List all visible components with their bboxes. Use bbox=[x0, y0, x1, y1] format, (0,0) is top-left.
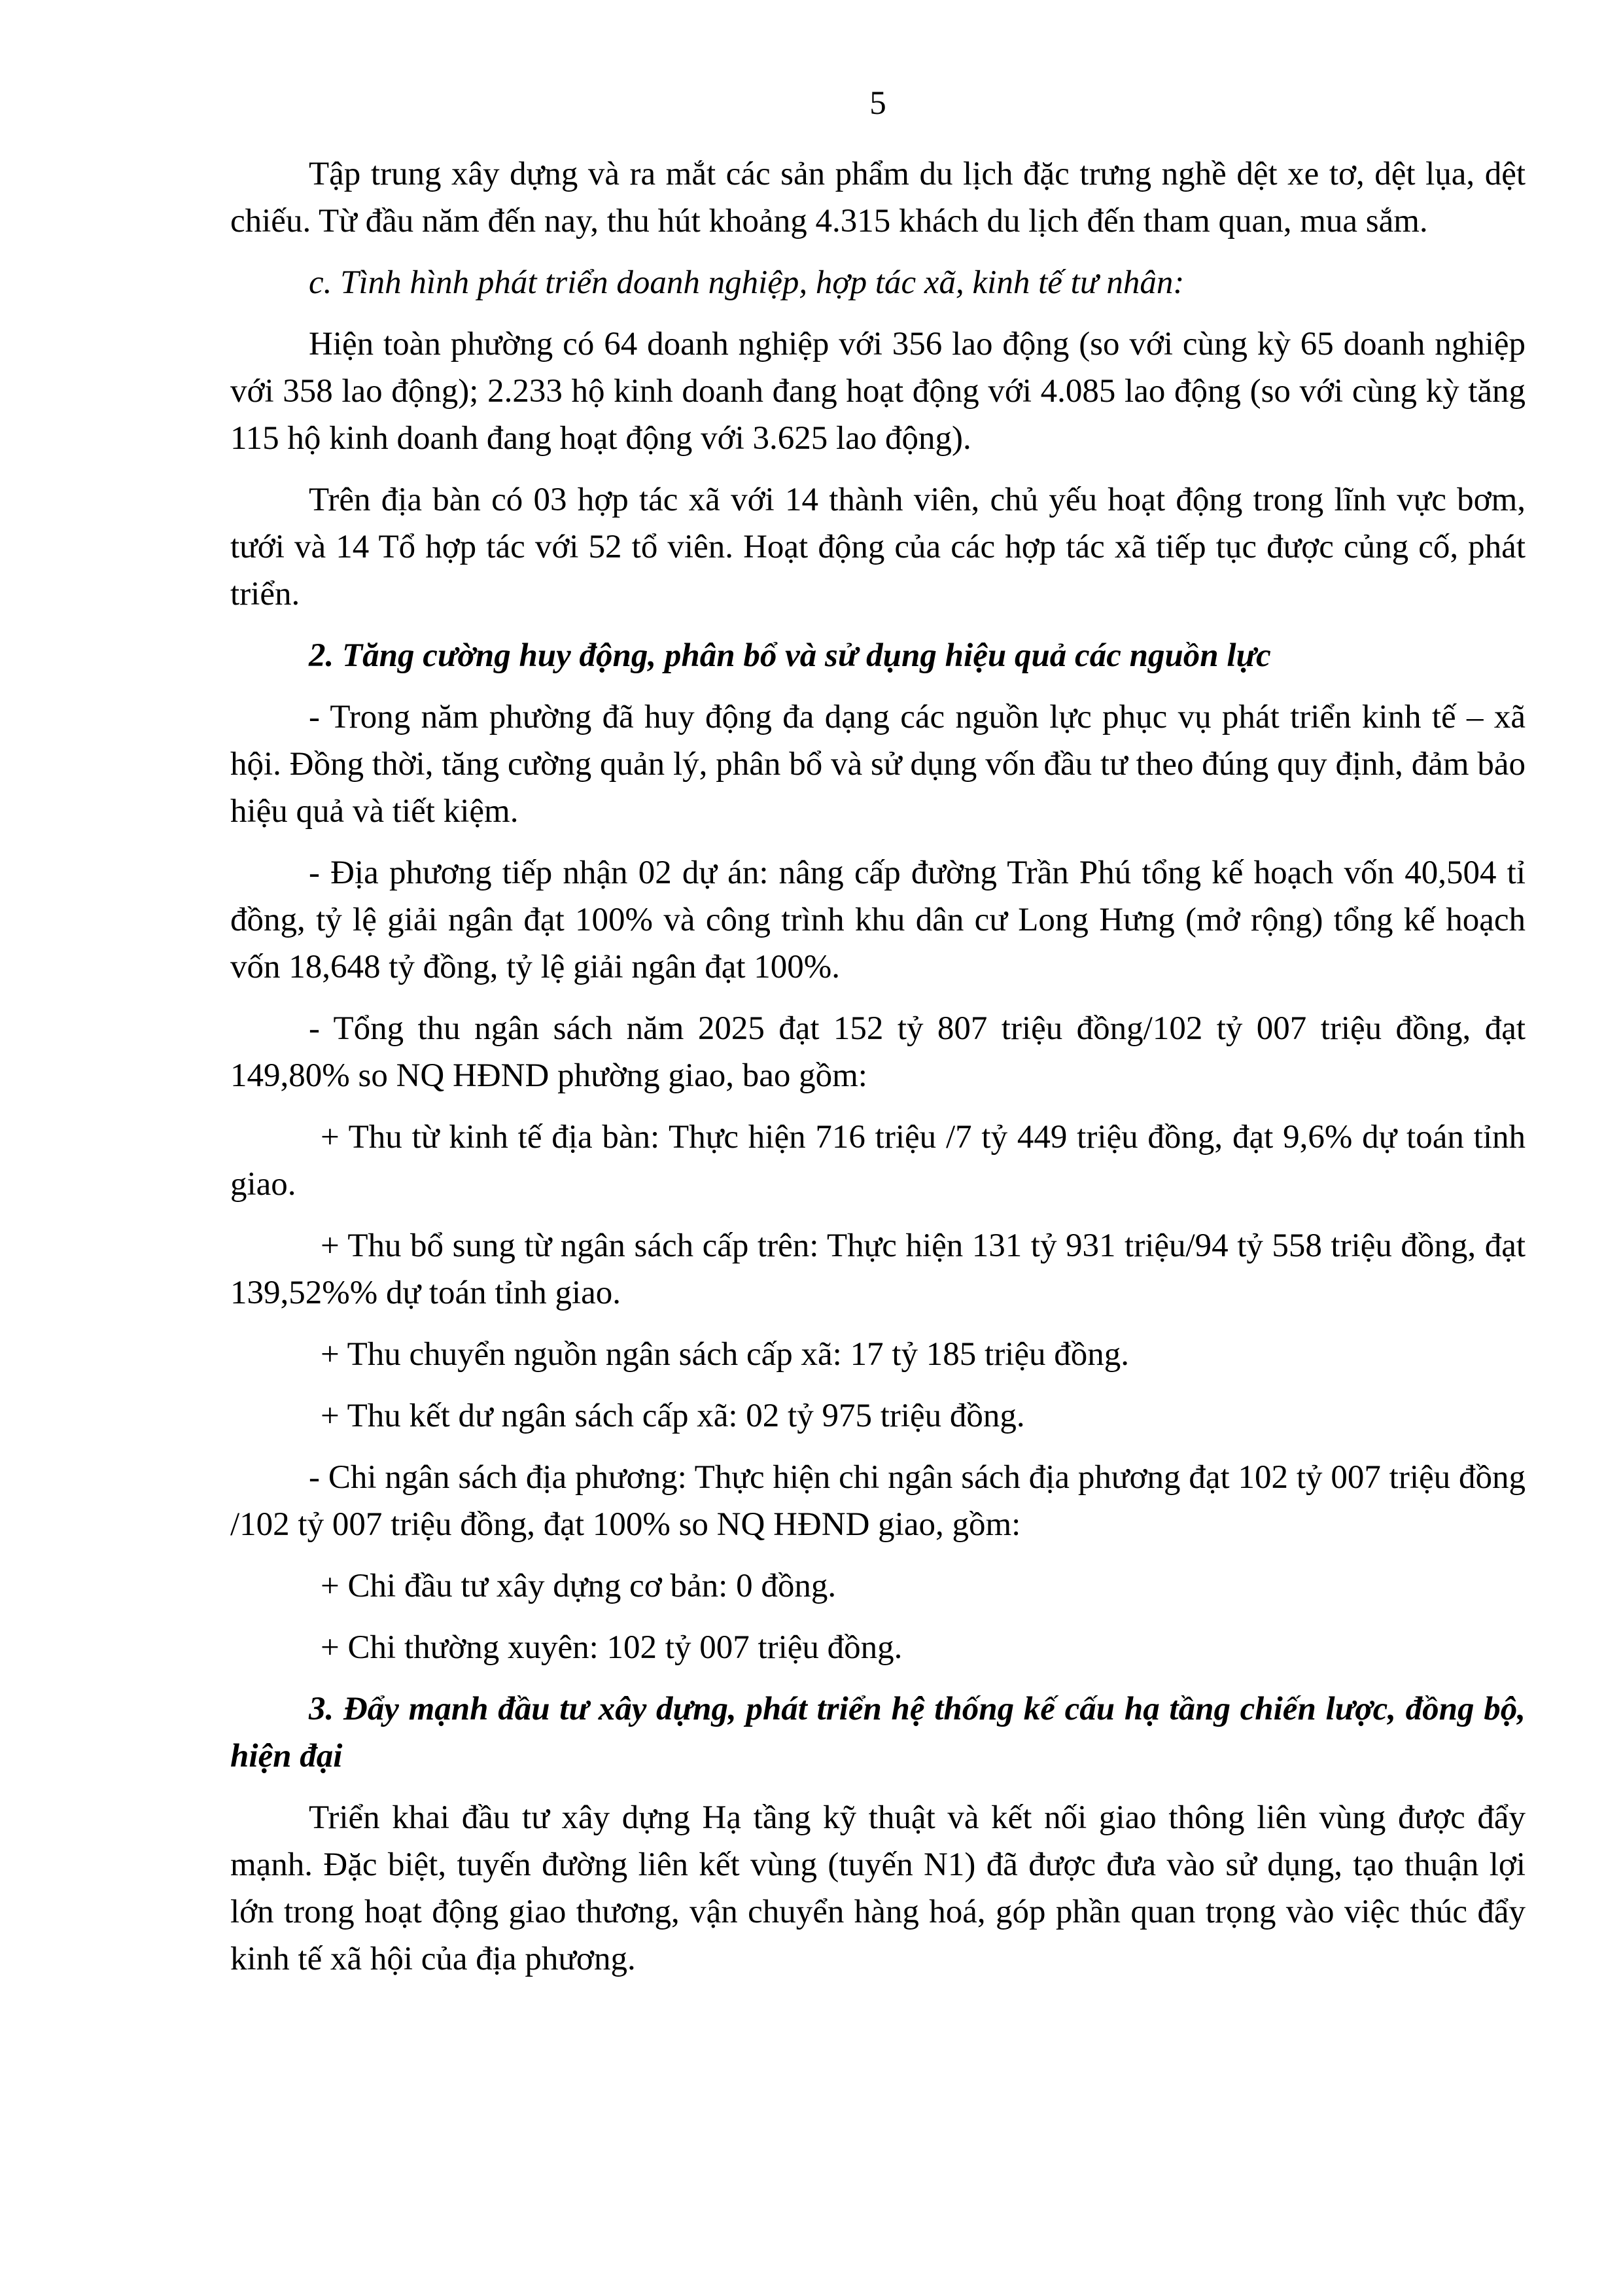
section-heading-3: 3. Đẩy mạnh đầu tư xây dựng, phát triển hệ thống kế cấu hạ tầng chiến lược, đồng bộ, hiện đại bbox=[230, 1691, 1526, 1775]
list-item-capital-expenditure: + Chi đầu tư xây dựng cơ bản: 0 đồng. bbox=[321, 1568, 837, 1604]
page-number: 5 bbox=[869, 85, 886, 122]
paragraph-resource-mobilization: - Trong năm phường đã huy động đa dạng các nguồn lực phục vụ phát triển kinh tế – xã hội. Đồng thời, tăng cường quản lý, phân bổ và sử dụng vốn đầu tư theo đúng quy định, đảm bảo hiệu quả và tiết kiệm. bbox=[230, 699, 1526, 830]
section-heading-2: 2. Tăng cường huy động, phân bổ và sử dụng hiệu quả các nguồn lực bbox=[309, 637, 1271, 674]
paragraph-infrastructure: Triển khai đầu tư xây dựng Hạ tầng kỹ thuật và kết nối giao thông liên vùng được đẩy mạnh. Đặc biệt, tuyến đường liên kết vùng (tuyến N1) đã được đưa vào sử dụng, tạo thuận lợi lớn trong hoạt động giao thương, vận chuyển hàng hoá, góp phần quan trọng vào việc thúc đẩy kinh tế xã hội của địa phương. bbox=[230, 1799, 1526, 1977]
paragraph-budget-expenditure: - Chi ngân sách địa phương: Thực hiện chi ngân sách địa phương đạt 102 tỷ 007 triệu đồng /102 tỷ 007 triệu đồng, đạt 100% so NQ HĐND giao, gồm: bbox=[230, 1459, 1526, 1543]
subheading-enterprise-development: c. Tình hình phát triển doanh nghiệp, hợp tác xã, kinh tế tư nhân: bbox=[309, 264, 1185, 301]
list-item-surplus-revenue: + Thu kết dư ngân sách cấp xã: 02 tỷ 975 triệu đồng. bbox=[321, 1398, 1025, 1434]
paragraph-cooperatives: Trên địa bàn có 03 hợp tác xã với 14 thành viên, chủ yếu hoạt động trong lĩnh vực bơm, tưới và 14 Tổ hợp tác với 52 tổ viên. Hoạt động của các hợp tác xã tiếp tục được củng cố, phát triển. bbox=[230, 482, 1526, 612]
list-item-local-revenue: + Thu từ kinh tế địa bàn: Thực hiện 716 triệu /7 tỷ 449 triệu đồng, đạt 9,6% dự toán tỉnh giao. bbox=[230, 1119, 1526, 1203]
paragraph-tourism: Tập trung xây dựng và ra mắt các sản phẩm du lịch đặc trưng nghề dệt xe tơ, dệt lụa, dệt chiếu. Từ đầu năm đến nay, thu hút khoảng 4.315 khách du lịch đến tham quan, mua sắm. bbox=[230, 156, 1526, 239]
list-item-supplementary-revenue: + Thu bổ sung từ ngân sách cấp trên: Thực hiện 131 tỷ 931 triệu/94 tỷ 558 triệu đồng, đạt 139,52%% dự toán tỉnh giao. bbox=[230, 1227, 1526, 1311]
list-item-carryover-revenue: + Thu chuyển nguồn ngân sách cấp xã: 17 tỷ 185 triệu đồng. bbox=[321, 1336, 1129, 1373]
paragraph-budget-revenue: - Tổng thu ngân sách năm 2025 đạt 152 tỷ 807 triệu đồng/102 tỷ 007 triệu đồng, đạt 149,80% so NQ HĐND phường giao, bao gồm: bbox=[230, 1010, 1526, 1094]
paragraph-enterprises: Hiện toàn phường có 64 doanh nghiệp với 356 lao động (so với cùng kỳ 65 doanh nghiệp với 358 lao động); 2.233 hộ kinh doanh đang hoạt động với 4.085 lao động (so với cùng kỳ tăng 115 hộ kinh doanh đang hoạt động với 3.625 lao động). bbox=[230, 326, 1526, 457]
paragraph-projects: - Địa phương tiếp nhận 02 dự án: nâng cấp đường Trần Phú tổng kế hoạch vốn 40,504 tỉ đồng, tỷ lệ giải ngân đạt 100% và công trình khu dân cư Long Hưng (mở rộng) tổng kế hoạch vốn 18,648 tỷ đồng, tỷ lệ giải ngân đạt 100%. bbox=[230, 855, 1526, 985]
document-body bbox=[230, 150, 1526, 1997]
list-item-recurrent-expenditure: + Chi thường xuyên: 102 tỷ 007 triệu đồng. bbox=[321, 1629, 903, 1666]
